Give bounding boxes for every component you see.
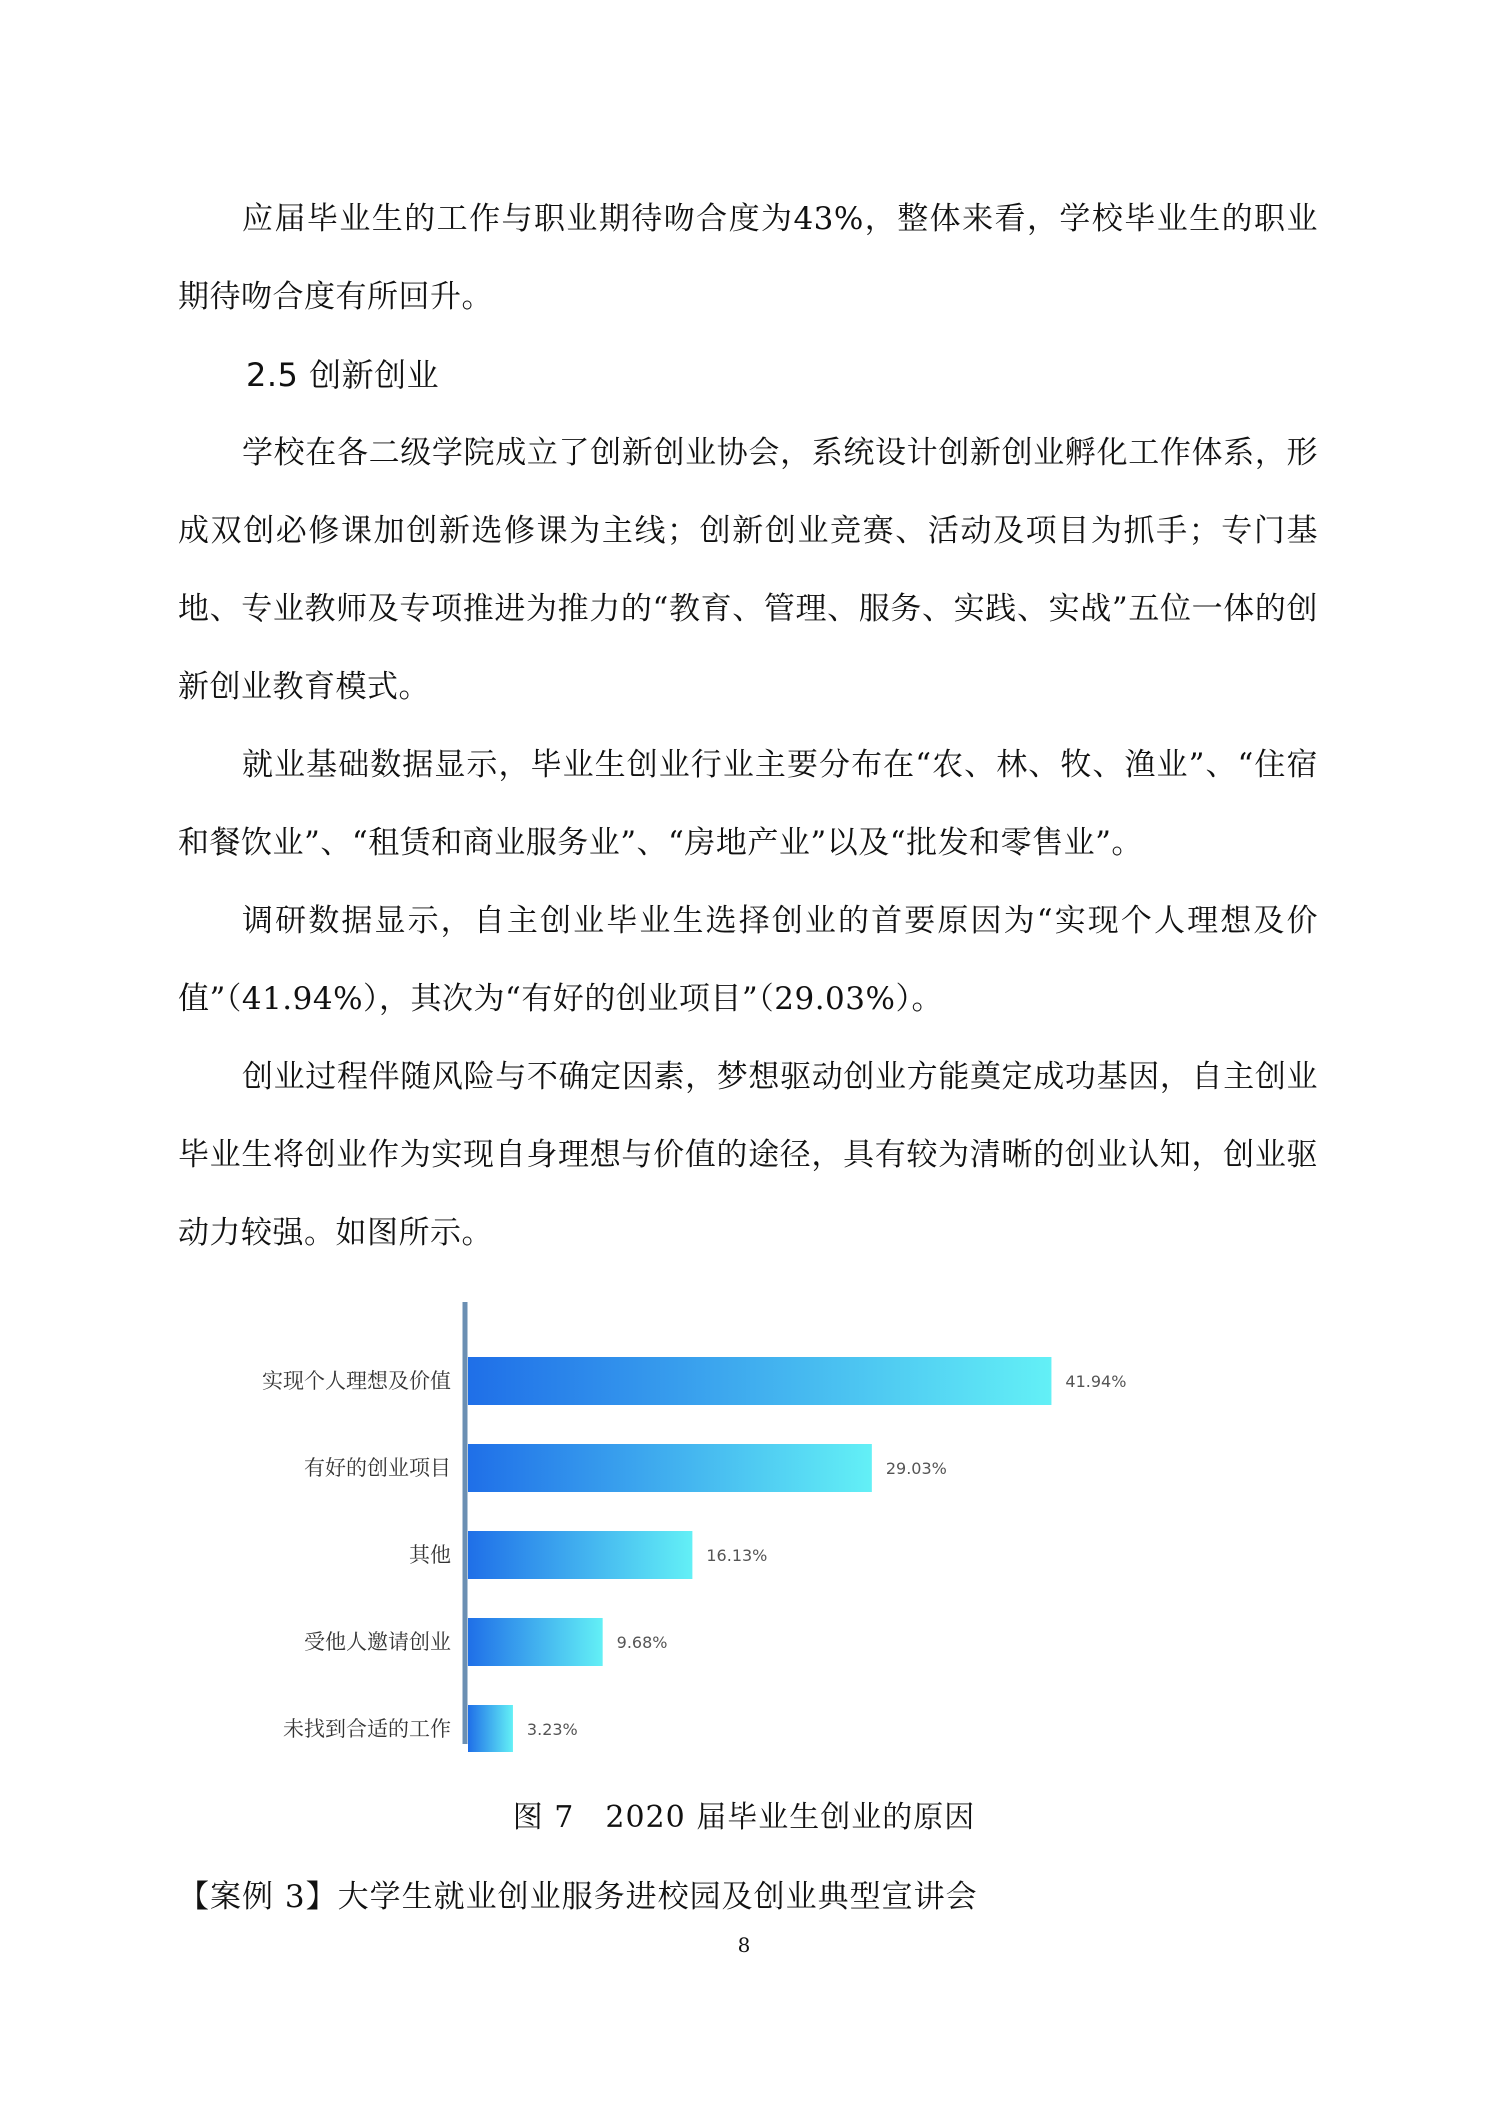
entrepreneurship-reasons-svg — [200, 1302, 1200, 1752]
case-title: 【案例 3】大学生就业创业服务进校园及创业典型宣讲会 — [178, 1879, 978, 1915]
category-label: 受他人邀请创业 — [304, 1630, 451, 1654]
page-number: 8 — [737, 1933, 751, 1957]
data-label: 29.03% — [885, 1459, 947, 1478]
section-heading: 2.5 创新创业 — [246, 356, 440, 394]
category-label: 其他 — [409, 1543, 451, 1567]
paragraph-primary-reasons: 调研数据显示，自主创业毕业生选择创业的首要原因为“实现个人理想及价值”（41.94%），其次为“有好的创业项目”（29.03%）。 — [178, 903, 1318, 1017]
data-label: 41.94% — [1065, 1372, 1127, 1391]
data-label: 9.68% — [616, 1633, 668, 1652]
figure-caption: 图 7 2020 届毕业生创业的原因 — [512, 1800, 976, 1835]
data-label: 3.23% — [526, 1720, 578, 1739]
category-label: 未找到合适的工作 — [283, 1717, 451, 1741]
paragraph-innovation-system: 学校在各二级学院成立了创新创业协会，系统设计创新创业孵化工作体系，形成双创必修课加创新选修课为主线；创新创业竞赛、活动及项目为抓手；专门基地、专业教师及专项推进为推力的“教育、管理、服务、实践、实战”五位一体的创新创业教育模式。 — [178, 435, 1318, 705]
chart-bar — [468, 1444, 872, 1492]
chart-bar — [468, 1531, 692, 1579]
paragraph-industry-distribution: 就业基础数据显示，毕业生创业行业主要分布在“农、林、牧、渔业”、“住宿和餐饮业”、“租赁和商业服务业”、“房地产业”以及“批发和零售业”。 — [178, 747, 1318, 861]
chart-bar — [468, 1357, 1051, 1405]
paragraph-career-match: 应届毕业生的工作与职业期待吻合度为43%，整体来看，学校毕业生的职业期待吻合度有所回升。 — [178, 201, 1318, 315]
chart-bar — [468, 1618, 603, 1666]
category-label: 实现个人理想及价值 — [262, 1369, 451, 1393]
paragraph-entrepreneurial-drive: 创业过程伴随风险与不确定因素，梦想驱动创业方能奠定成功基因，自主创业毕业生将创业作为实现自身理想与价值的途径，具有较为清晰的创业认知，创业驱动力较强。如图所示。 — [178, 1059, 1318, 1251]
entrepreneurship-reasons-chart — [200, 1302, 1200, 1752]
chart-bar — [468, 1705, 513, 1752]
category-label: 有好的创业项目 — [304, 1456, 451, 1480]
main-text — [178, 180, 1318, 1272]
data-label: 16.13% — [706, 1546, 768, 1565]
